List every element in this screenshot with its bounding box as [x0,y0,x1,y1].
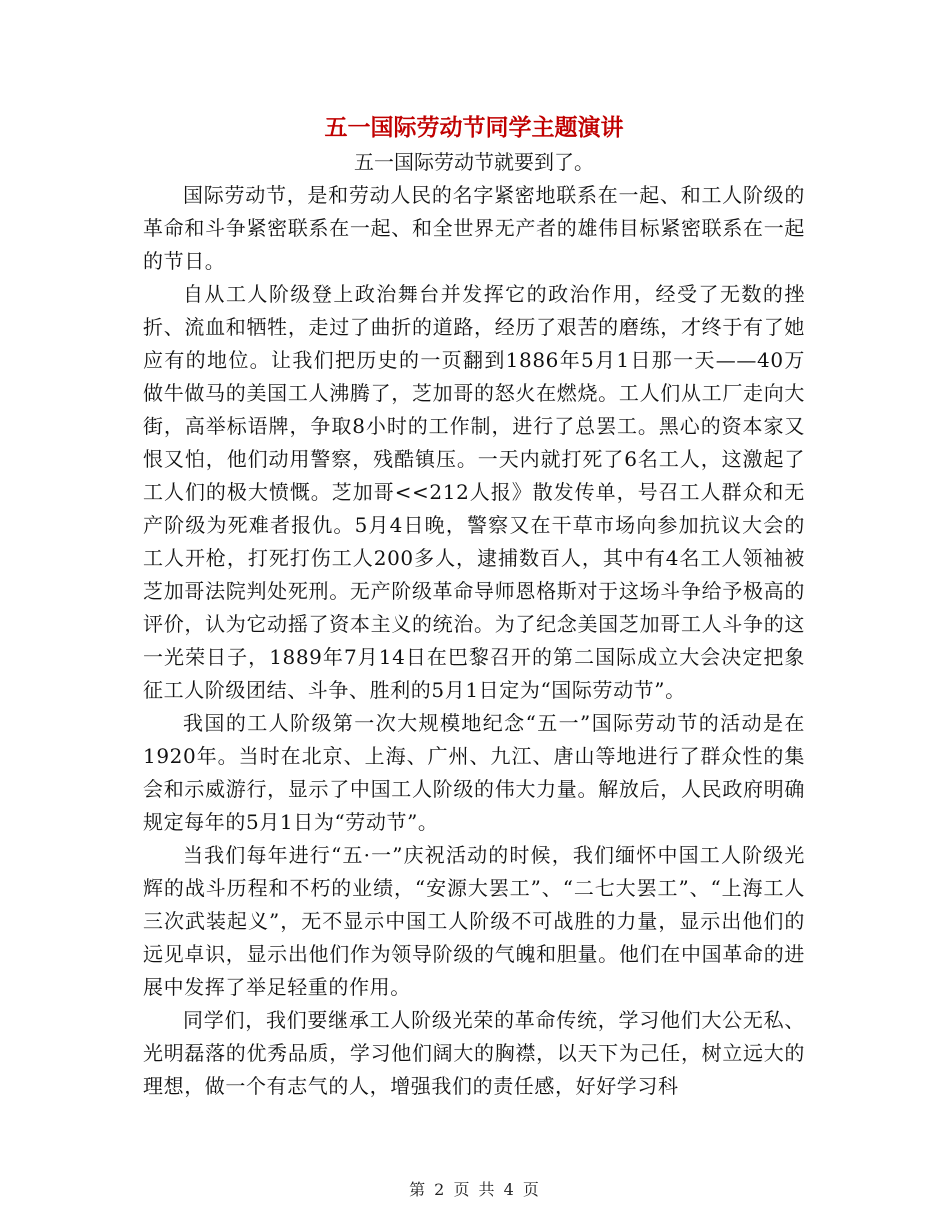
paragraph-2: 自从工人阶级登上政治舞台并发挥它的政治作用，经受了无数的挫折、流血和牺牲，走过了曲折的道路，经历了艰苦的磨练，才终于有了她应有的地位。让我们把历史的一页翻到1886年5月1日那一天——40万做牛做马的美国工人沸腾了，芝加哥的怒火在燃烧。工人们从工厂走向大街，高举标语牌，争取8小时的工作制，进行了总罢工。黑心的资本家又恨又怕，他们动用警察，残酷镇压。一天内就打死了6名工人，这激起了工人们的极大愤慨。芝加哥<<212人报》散发传单，号召工人群众和无产阶级为死难者报仇。5月4日晚，警察又在干草市场向参加抗议大会的工人开枪，打死打伤工人200多人，逮捕数百人，其中有4名工人领袖被芝加哥法院判处死刑。无产阶级革命导师恩格斯对于这场斗争给予极高的评价，认为它动摇了资本主义的统治。为了纪念美国芝加哥工人斗争的这一光荣日子，1889年7月14日在巴黎召开的第二国际成立大会决定把象征工人阶级团结、斗争、胜利的5月1日定为“国际劳动节”。 [143,282,805,702]
paragraph-5: 同学们，我们要继承工人阶级光荣的革命传统，学习他们大公无私、光明磊落的优秀品质，学习他们阔大的胸襟，以天下为己任，树立远大的理想，做一个有志气的人，增强我们的责任感，好好学习科 [143,1008,805,1098]
document-subtitle: 五一国际劳动节就要到了。 [354,150,594,174]
paragraph-4: 当我们每年进行“五·一”庆祝活动的时候，我们缅怀中国工人阶级光辉的战斗历程和不朽的业绩，“安源大罢工”、“二七大罢工”、“上海工人三次武装起义”，无不显示中国工人阶级不可战胜的力量，显示出他们的远见卓识，显示出他们作为领导阶级的气魄和胆量。他们在中国革命的进展中发挥了举足轻重的作用。 [143,843,805,999]
document-title: 五一国际劳动节同学主题演讲 [324,114,624,141]
paragraph-3: 我国的工人阶级第一次大规模地纪念“五一”国际劳动节的活动是在1920年。当时在北京、上海、广州、九江、唐山等地进行了群众性的集会和示威游行，显示了中国工人阶级的伟大力量。解放后，人民政府明确规定每年的5月1日为“劳动节”。 [143,711,805,834]
paragraph-1: 国际劳动节，是和劳动人民的名字紧密地联系在一起、和工人阶级的革命和斗争紧密联系在一起、和全世界无产者的雄伟目标紧密联系在一起的节日。 [143,183,805,273]
document-body [143,110,805,1103]
page-number-footer: 第 2 页 共 4 页 [409,1180,541,1199]
